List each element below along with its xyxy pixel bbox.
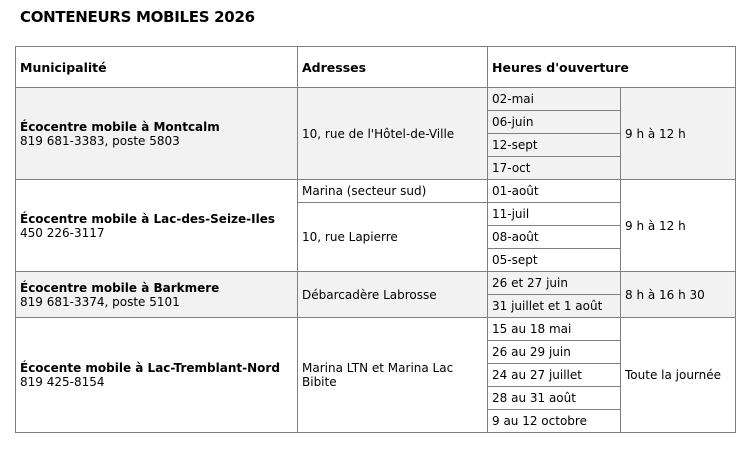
date-cell: 12-sept <box>488 134 621 157</box>
table-row <box>16 180 736 203</box>
header-adresses: Adresses <box>298 47 488 88</box>
table-row <box>16 88 736 111</box>
date-cell: 17-oct <box>488 157 621 180</box>
address-cell: Marina LTN et Marina Lac Bibite <box>298 318 488 433</box>
date-cell: 26 au 29 juin <box>488 341 621 364</box>
municipality-cell <box>16 318 298 433</box>
hours-cell: Toute la journée <box>621 318 736 433</box>
municipality-cell <box>16 272 298 318</box>
hours-cell: 8 h à 16 h 30 <box>621 272 736 318</box>
address-cell: Marina (secteur sud) <box>298 180 488 203</box>
municipality-phone: 819 681-3374, poste 5101 <box>20 294 180 309</box>
page-title: CONTENEURS MOBILES 2026 <box>20 8 255 26</box>
header-heures: Heures d'ouverture <box>488 47 736 88</box>
date-cell: 06-juin <box>488 111 621 134</box>
date-cell: 31 juillet et 1 août <box>488 295 621 318</box>
date-cell: 24 au 27 juillet <box>488 364 621 387</box>
address-cell: Débarcadère Labrosse <box>298 272 488 318</box>
table-row <box>16 272 736 295</box>
municipality-name: Écocentre mobile à Lac-des-Seize-Iles <box>20 211 276 226</box>
address-cell: 10, rue Lapierre <box>298 203 488 272</box>
hours-cell: 9 h à 12 h <box>621 180 736 272</box>
municipality-phone: 819 425-8154 <box>20 375 105 389</box>
date-cell: 02-mai <box>488 88 621 111</box>
hours-cell: 9 h à 12 h <box>621 88 736 180</box>
date-cell: 05-sept <box>488 249 621 272</box>
municipality-phone: 450 226-3117 <box>20 225 105 240</box>
date-cell: 15 au 18 mai <box>488 318 621 341</box>
date-cell: 08-août <box>488 226 621 249</box>
date-cell: 28 au 31 août <box>488 387 621 410</box>
date-cell: 9 au 12 octobre <box>488 410 621 433</box>
table-row <box>16 318 736 341</box>
municipality-phone: 819 681-3383, poste 5803 <box>20 133 180 148</box>
municipality-name: Écocentre mobile à Barkmere <box>20 280 220 295</box>
header-municipalite: Municipalité <box>16 47 298 88</box>
date-cell: 11-juil <box>488 203 621 226</box>
date-cell: 01-août <box>488 180 621 203</box>
municipality-name: Écocente mobile à Lac-Tremblant-Nord <box>20 361 280 375</box>
schedule-table <box>15 46 736 433</box>
header-row <box>16 47 736 88</box>
address-cell: 10, rue de l'Hôtel-de-Ville <box>298 88 488 180</box>
date-cell: 26 et 27 juin <box>488 272 621 295</box>
municipality-cell <box>16 88 298 180</box>
municipality-cell <box>16 180 298 272</box>
municipality-name: Écocentre mobile à Montcalm <box>20 119 220 134</box>
